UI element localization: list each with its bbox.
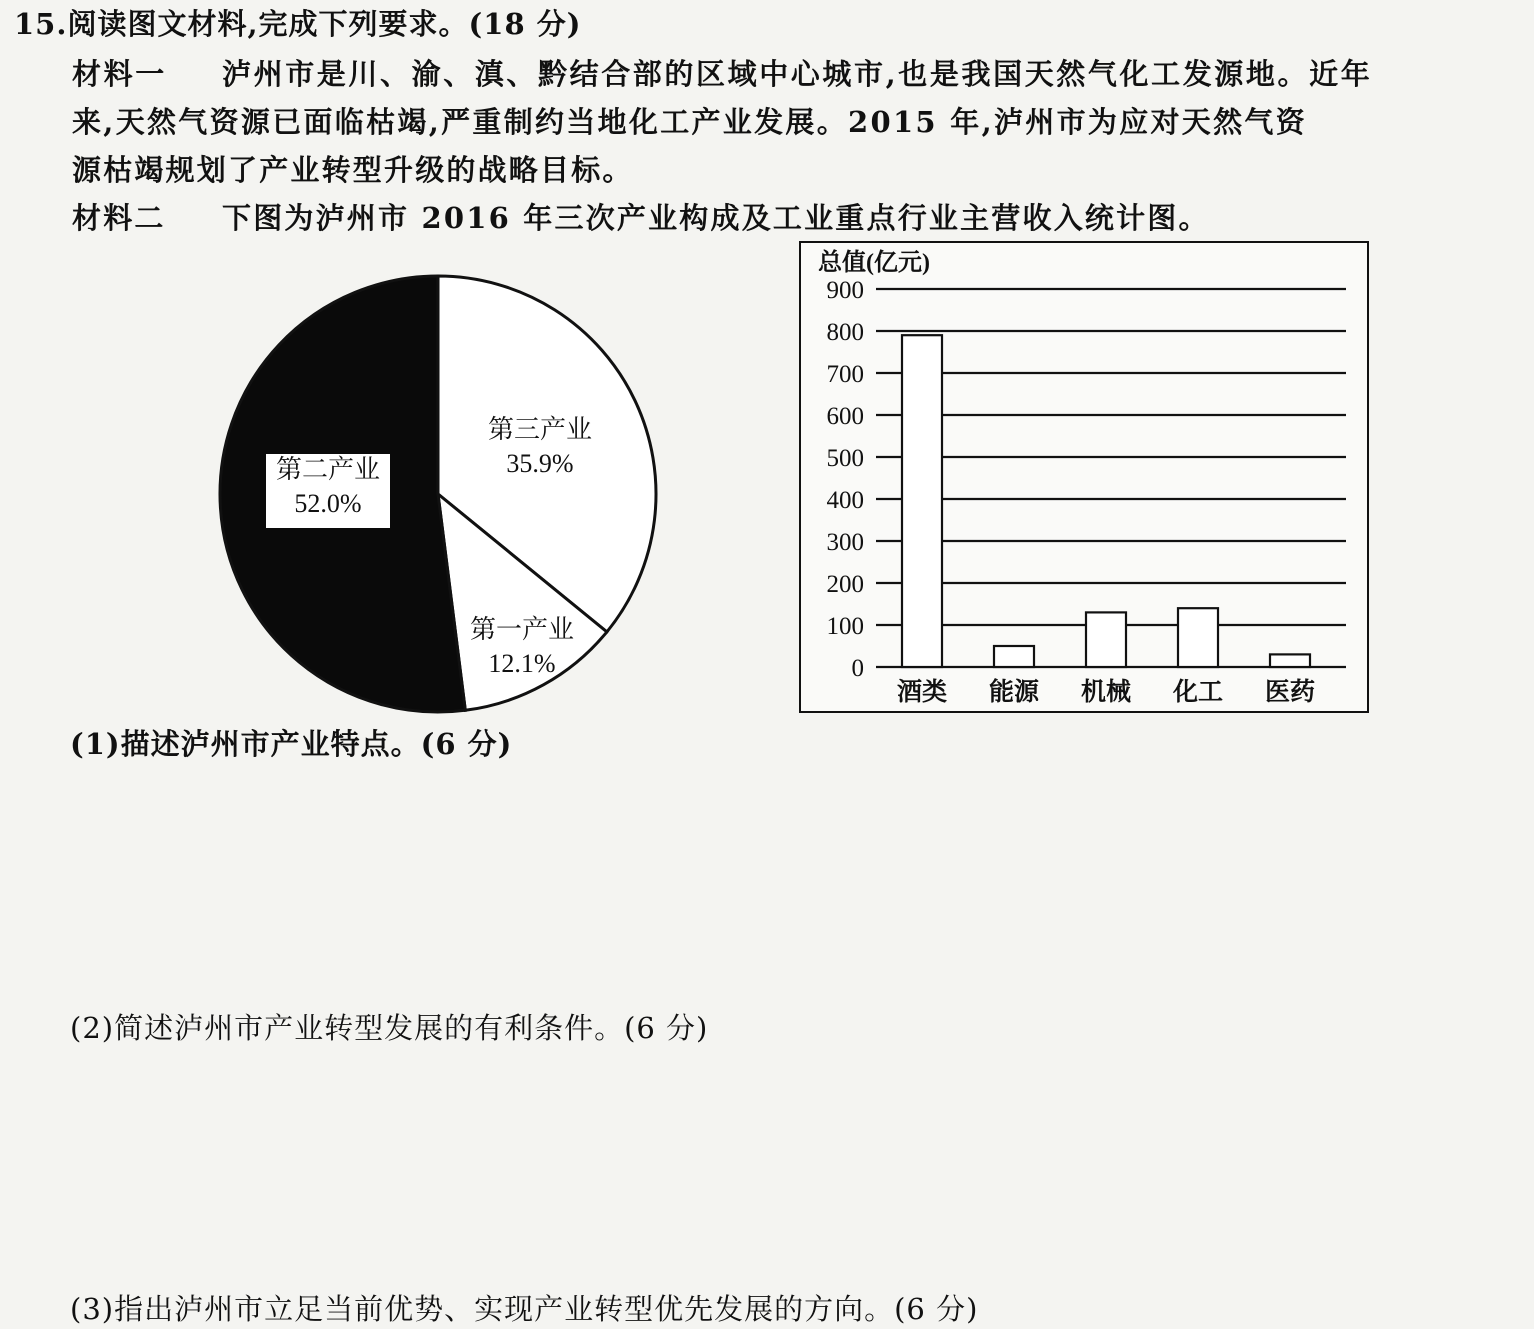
material1-text-1: 泸州市是川、渝、滇、黔结合部的区域中心城市,也是我国天然气化工发源地。近年 xyxy=(222,57,1373,91)
pie-slice-value: 12.1% xyxy=(488,649,556,678)
material1-line-3: 源枯竭规划了产业转型升级的战略目标。 xyxy=(72,153,634,187)
subquestion-2: (2)简述泸州市产业转型发展的有利条件。(6 分) xyxy=(70,1011,709,1045)
bar-chart-frame xyxy=(800,242,1368,712)
bar-y-tick-label: 900 xyxy=(826,277,864,304)
bar xyxy=(1086,612,1126,667)
bar-y-tick-label: 0 xyxy=(851,655,864,682)
pie-slice-value: 52.0% xyxy=(294,489,362,518)
material2-text: 下图为泸州市 2016 年三次产业构成及工业重点行业主营收入统计图。 xyxy=(222,201,1210,235)
subquestion-3: (3)指出泸州市立足当前优势、实现产业转型优先发展的方向。(6 分) xyxy=(70,1292,979,1326)
bar-y-tick-label: 600 xyxy=(826,403,864,430)
pie-slice-label: 第一产业 xyxy=(469,615,575,644)
material1-line-1 xyxy=(72,52,1372,93)
bar-y-tick-label: 300 xyxy=(826,529,864,556)
bar-x-tick-label: 机械 xyxy=(1080,679,1132,706)
industry-structure-pie-chart xyxy=(200,262,680,722)
question-title: 15.阅读图文材料,完成下列要求。(18 分) xyxy=(14,7,582,41)
pie-slice-value: 35.9% xyxy=(506,449,574,478)
bar-y-tick-label: 700 xyxy=(826,361,864,388)
bar-y-tick-label: 800 xyxy=(826,319,864,346)
material2-label: 材料二 xyxy=(72,201,166,235)
material1-label: 材料一 xyxy=(72,57,167,91)
bar-x-tick-label: 医药 xyxy=(1264,679,1316,706)
bar-x-tick-label: 酒类 xyxy=(896,679,948,706)
material1-line-2: 来,天然气资源已面临枯竭,严重制约当地化工产业发展。2015 年,泸州市为应对天然气资 xyxy=(72,105,1307,139)
bar xyxy=(1270,654,1310,667)
material2-line xyxy=(72,196,1210,237)
subquestion-1: (1)描述泸州市产业特点。(6 分) xyxy=(70,727,513,761)
bar-y-tick-label: 400 xyxy=(826,487,864,514)
bar xyxy=(902,335,942,667)
bar-x-tick-label: 化工 xyxy=(1172,679,1224,706)
bar-x-tick-label: 能源 xyxy=(988,679,1040,706)
industry-revenue-bar-chart xyxy=(790,236,1380,722)
bar-y-tick-label: 500 xyxy=(826,445,864,472)
bar-chart-y-axis-label: 总值(亿元) xyxy=(818,250,930,276)
bar xyxy=(994,646,1034,667)
pie-slice-label: 第二产业 xyxy=(275,455,381,484)
bar-y-tick-label: 200 xyxy=(826,571,864,598)
pie-slice-label: 第三产业 xyxy=(487,415,593,444)
bar-y-tick-label: 100 xyxy=(826,613,864,640)
bar xyxy=(1178,608,1218,667)
